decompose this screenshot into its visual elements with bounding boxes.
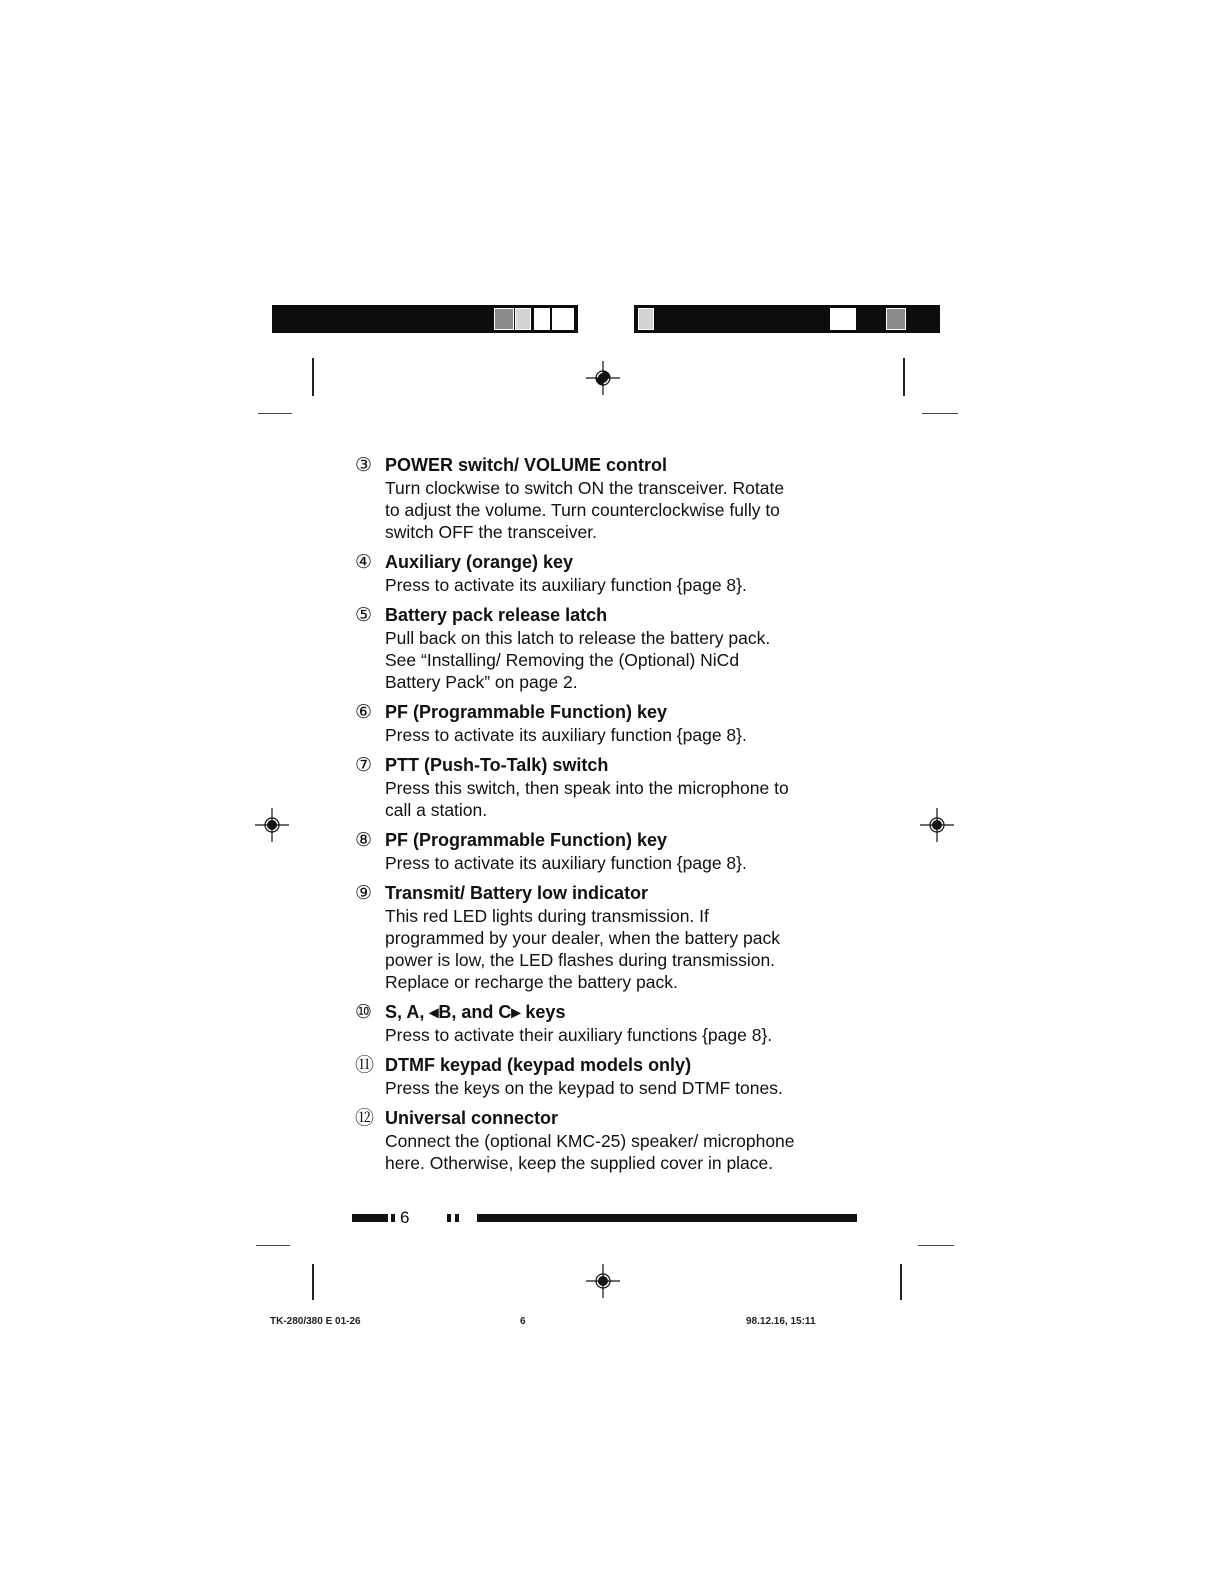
list-item (355, 604, 875, 693)
footer-bar-segment (352, 1214, 388, 1222)
item-title: DTMF keypad (keypad models only) (385, 1055, 692, 1075)
footer-bar-segment (447, 1214, 451, 1222)
registration-mark-icon (586, 1264, 620, 1298)
item-description: Press to activate their auxiliary functions {page 8}. (385, 1025, 773, 1045)
item-number: ⑪ (355, 1055, 375, 1076)
item-number: ⑥ (355, 702, 373, 723)
item-number: ⑧ (355, 830, 373, 851)
crop-mark (922, 413, 958, 414)
registration-mark-icon (586, 361, 620, 395)
white-swatch (534, 308, 550, 330)
list-item (355, 1001, 875, 1046)
crop-mark (918, 1245, 954, 1246)
item-number: ⑦ (355, 755, 373, 776)
white-swatch (552, 308, 574, 330)
page-footer-bar (352, 1208, 857, 1228)
item-title: PF (Programmable Function) key (385, 702, 668, 722)
item-number: ⑫ (355, 1108, 375, 1129)
white-swatch (830, 308, 856, 330)
list-item (355, 551, 875, 596)
item-number: ③ (355, 455, 373, 476)
light-gray-swatch (515, 308, 531, 330)
item-number: ⑩ (355, 1002, 373, 1023)
slug-file-name: TK-280/380 E 01-26 (270, 1316, 361, 1327)
crop-mark (900, 1264, 902, 1300)
crop-mark (258, 413, 292, 414)
list-item (355, 1054, 875, 1099)
item-description: Connect the (optional KMC-25) speaker/ microphone here. Otherwise, keep the supplied cover in place. (385, 1131, 795, 1173)
item-title: Auxiliary (orange) key (385, 552, 574, 572)
footer-bar-segment (391, 1214, 395, 1222)
item-description: Turn clockwise to switch ON the transceiver. Rotate to adjust the volume. Turn counterclockwise fully to switch OFF the transceiver. (385, 478, 785, 542)
item-description: Press this switch, then speak into the microphone to call a station. (385, 778, 789, 820)
list-item (355, 454, 875, 543)
registration-mark-icon (920, 808, 954, 842)
item-title: PF (Programmable Function) key (385, 830, 668, 850)
gray-swatch (494, 308, 514, 330)
light-gray-swatch (638, 308, 654, 330)
crop-mark (903, 358, 905, 396)
item-title: PTT (Push-To-Talk) switch (385, 755, 609, 775)
list-item (355, 882, 875, 993)
crop-mark (312, 358, 314, 396)
list-item (355, 701, 875, 746)
item-description: Pull back on this latch to release the battery pack. See “Installing/ Removing the (Optional) NiCd Battery Pack” on page 2. (385, 628, 771, 692)
item-title: S, A, ◂B, and C▸ keys (385, 1002, 566, 1022)
list-item (355, 829, 875, 874)
item-title: Transmit/ Battery low indicator (385, 883, 649, 903)
item-description: Press to activate its auxiliary function {page 8}. (385, 575, 747, 595)
item-number: ④ (355, 552, 373, 573)
item-description: This red LED lights during transmission. If programmed by your dealer, when the battery pack power is low, the LED flashes during transmission. Replace or recharge the battery pack. (385, 906, 780, 992)
page-number: 6 (400, 1208, 410, 1227)
top-color-bar-left (272, 305, 578, 333)
slug-page-number: 6 (520, 1316, 526, 1327)
footer-bar-segment (477, 1214, 857, 1222)
item-number: ⑨ (355, 883, 373, 904)
controls-description-list (355, 454, 875, 1182)
item-title: Battery pack release latch (385, 605, 608, 625)
slug-datetime: 98.12.16, 15:11 (746, 1316, 816, 1327)
registration-mark-icon (255, 808, 289, 842)
item-description: Press the keys on the keypad to send DTMF tones. (385, 1078, 783, 1098)
item-title: POWER switch/ VOLUME control (385, 455, 668, 475)
gray-swatch (886, 308, 906, 330)
item-description: Press to activate its auxiliary function {page 8}. (385, 725, 747, 745)
footer-bar-segment (455, 1214, 459, 1222)
item-description: Press to activate its auxiliary function {page 8}. (385, 853, 747, 873)
item-number: ⑤ (355, 605, 373, 626)
list-item (355, 1107, 875, 1174)
list-item (355, 754, 875, 821)
crop-mark (256, 1245, 290, 1246)
item-title: Universal connector (385, 1108, 559, 1128)
crop-mark (312, 1264, 314, 1300)
top-color-bar-right (634, 305, 940, 333)
